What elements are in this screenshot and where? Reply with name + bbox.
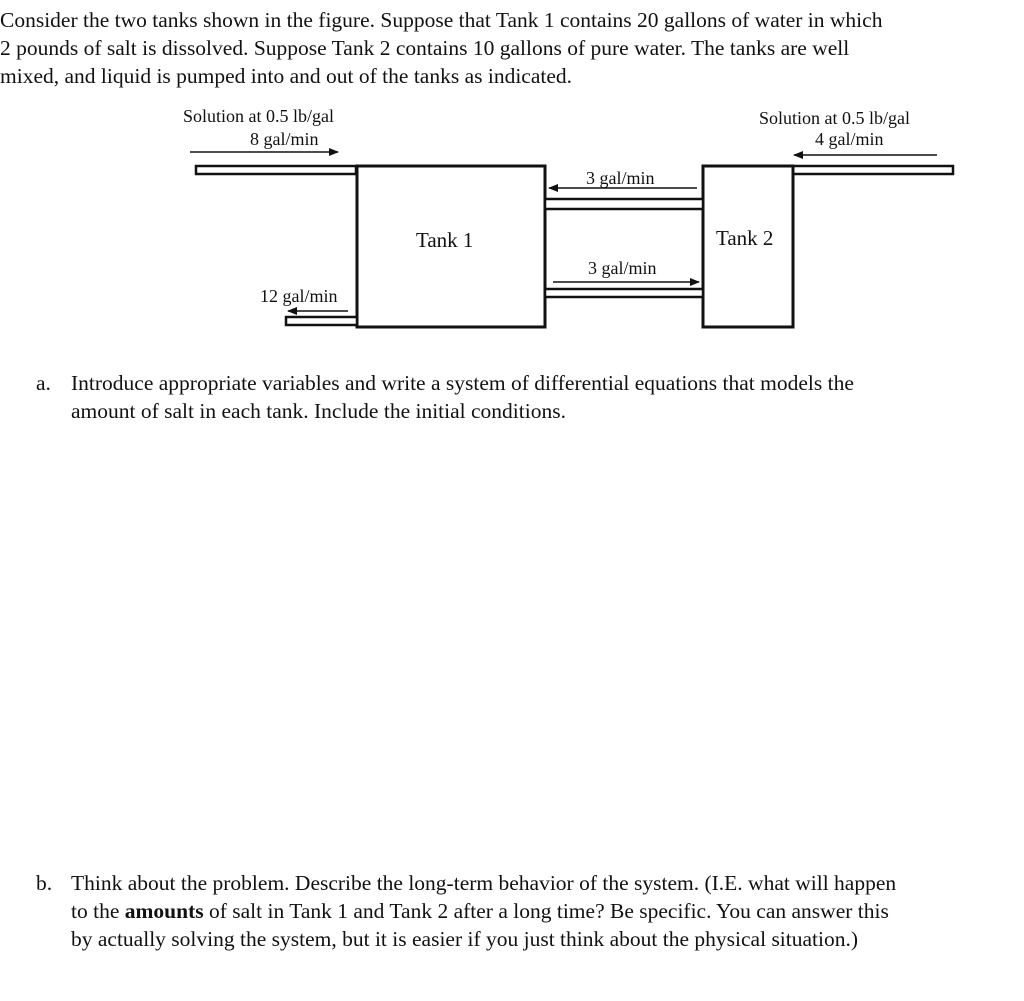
problem-statement-line: 2 pounds of salt is dissolved. Suppose Tank 2 contains 10 gallons of pure water. The tanks are well bbox=[0, 36, 850, 60]
tank-2-label: Tank 2 bbox=[716, 226, 774, 250]
tank-1-label: Tank 1 bbox=[416, 228, 474, 252]
question-b-line: Think about the problem. Describe the long-term behavior of the system. (I.E. what will happen bbox=[71, 871, 897, 895]
pipe-bottom-rate: 3 gal/min bbox=[588, 258, 657, 278]
pipe-top-rate: 3 gal/min bbox=[586, 168, 655, 188]
question-b-line bbox=[71, 897, 896, 925]
inflow-right-pipe bbox=[793, 166, 953, 174]
question-a-label: a. bbox=[36, 371, 51, 395]
question-a-line: amount of salt in each tank. Include the initial conditions. bbox=[71, 399, 566, 423]
inflow-right-rate: 4 gal/min bbox=[815, 129, 884, 149]
inflow-left-concentration: Solution at 0.5 lb/gal bbox=[183, 106, 334, 126]
inflow-left-rate: 8 gal/min bbox=[250, 129, 319, 149]
question-b-text bbox=[71, 869, 896, 953]
question-b-line: by actually solving the system, but it is easier if you just think about the physical situation.) bbox=[71, 927, 859, 951]
question-b-text-fragment: of salt in Tank 1 and Tank 2 after a long time? Be specific. You can answer this bbox=[203, 899, 889, 923]
question-b-text-fragment: to the bbox=[71, 899, 125, 923]
problem-statement-line: Consider the two tanks shown in the figure. Suppose that Tank 1 contains 20 gallons of water in which bbox=[0, 8, 883, 32]
problem-statement bbox=[0, 6, 1022, 90]
inflow-right-concentration: Solution at 0.5 lb/gal bbox=[759, 108, 910, 128]
outflow-rate: 12 gal/min bbox=[260, 286, 338, 306]
inflow-left-pipe bbox=[196, 166, 356, 174]
question-b-label: b. bbox=[36, 871, 53, 895]
question-b-emphasis: amounts bbox=[124, 899, 204, 923]
problem-statement-line: mixed, and liquid is pumped into and out of the tanks as indicated. bbox=[0, 64, 573, 88]
question-a-text bbox=[71, 369, 854, 425]
two-tank-diagram bbox=[0, 100, 1024, 340]
connecting-pipe-bottom bbox=[545, 289, 703, 297]
outflow-pipe bbox=[286, 317, 357, 325]
connecting-pipe-top bbox=[545, 199, 703, 209]
question-a-line: Introduce appropriate variables and write a system of differential equations that models the bbox=[71, 371, 854, 395]
